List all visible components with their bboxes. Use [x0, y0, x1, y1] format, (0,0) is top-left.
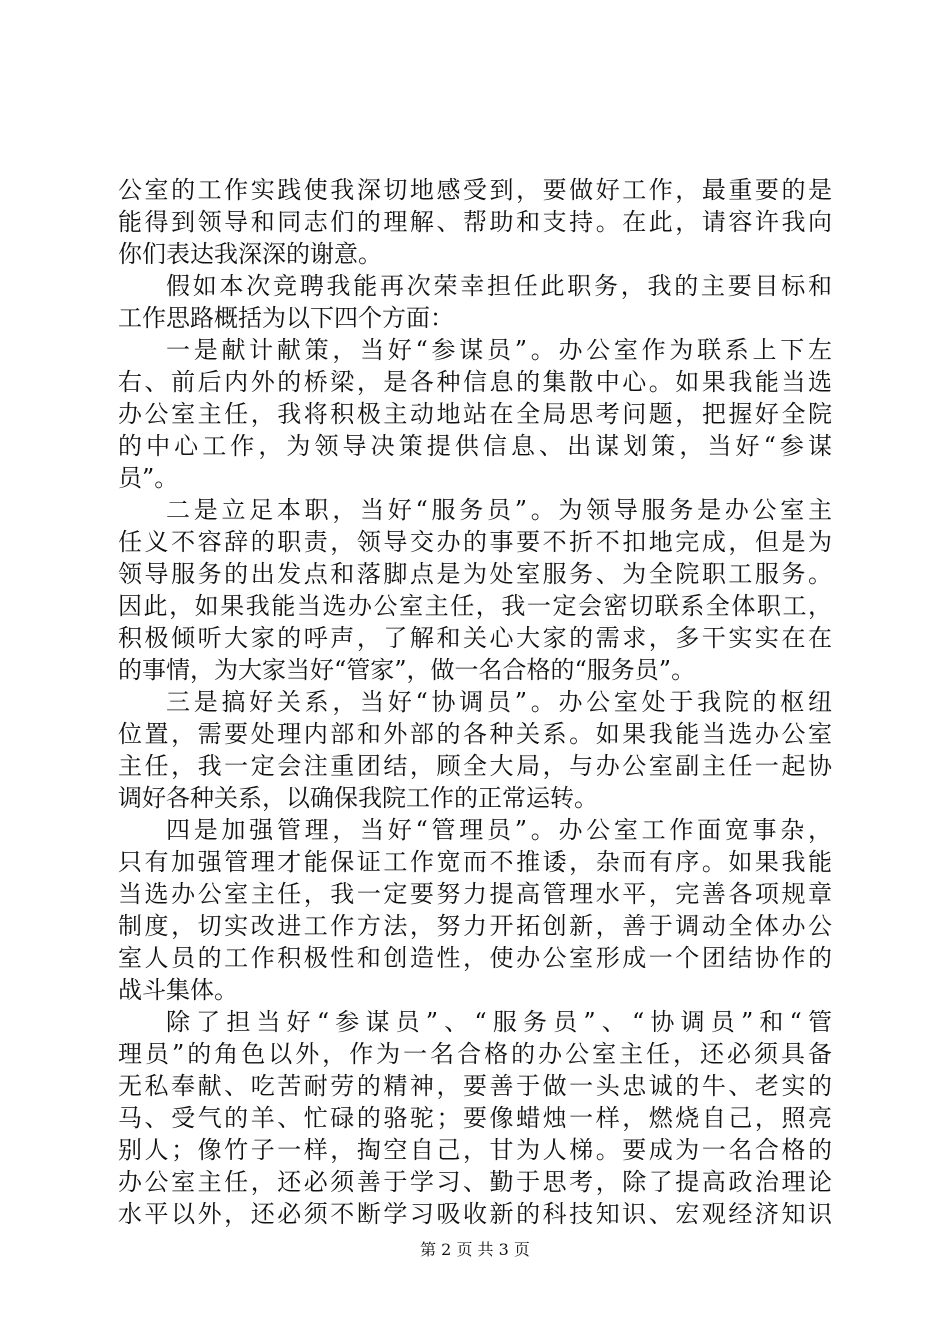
- text-line: 位置，需要处理内部和外部的各种关系。如果我能当选办公室: [118, 720, 832, 748]
- text-line: 除了担当好“参谋员”、“服务员”、“协调员”和“管: [166, 1008, 832, 1036]
- text-line: 一是献计献策，当好“参谋员”。办公室作为联系上下左: [166, 336, 832, 364]
- text-line: 积极倾听大家的呼声，了解和关心大家的需求，多干实实在在: [118, 624, 832, 652]
- text-line: 任义不容辞的职责，领导交办的事要不折不扣地完成，但是为: [118, 528, 832, 556]
- text-line: 无私奉献、吃苦耐劳的精神，要善于做一头忠诚的牛、老实的: [118, 1072, 832, 1100]
- text-line: 四是加强管理，当好“管理员”。办公室工作面宽事杂，: [166, 816, 832, 844]
- text-line: 室人员的工作积极性和创造性，使办公室形成一个团结协作的: [118, 944, 832, 972]
- document-body: [118, 174, 832, 1230]
- text-line: 别人；像竹子一样，掏空自己，甘为人梯。要成为一名合格的: [118, 1136, 832, 1164]
- text-line: 右、前后内外的桥梁，是各种信息的集散中心。如果我能当选: [118, 368, 832, 396]
- text-line: 办公室主任，我将积极主动地站在全局思考问题，把握好全院: [118, 400, 832, 428]
- text-line: 二是立足本职，当好“服务员”。为领导服务是办公室主: [166, 496, 832, 524]
- text-line: 公室的工作实践使我深切地感受到，要做好工作，最重要的是: [118, 176, 832, 204]
- text-line: 假如本次竞聘我能再次荣幸担任此职务，我的主要目标和: [166, 272, 832, 300]
- text-line: 主任，我一定会注重团结，顾全大局，与办公室副主任一起协: [118, 752, 832, 780]
- text-line: 水平以外，还必须不断学习吸收新的科技知识、宏观经济知识: [118, 1200, 832, 1228]
- text-line: 能得到领导和同志们的理解、帮助和支持。在此，请容许我向: [118, 208, 832, 236]
- text-line: 调好各种关系，以确保我院工作的正常运转。: [118, 784, 598, 812]
- text-line: 工作思路概括为以下四个方面：: [118, 304, 454, 332]
- text-line: 因此，如果我能当选办公室主任，我一定会密切联系全体职工，: [118, 592, 832, 620]
- text-line: 当选办公室主任，我一定要努力提高管理水平，完善各项规章: [118, 880, 832, 908]
- text-line: 办公室主任，还必须善于学习、勤于思考，除了提高政治理论: [118, 1168, 832, 1196]
- text-line: 三是搞好关系，当好“协调员”。办公室处于我院的枢纽: [166, 688, 832, 716]
- text-line: 制度，切实改进工作方法，努力开拓创新，善于调动全体办公: [118, 912, 832, 940]
- text-line: 的中心工作，为领导决策提供信息、出谋划策，当好“参谋: [118, 432, 832, 460]
- text-line: 只有加强管理才能保证工作宽而不推诿，杂而有序。如果我能: [118, 848, 832, 876]
- text-line: 员”。: [118, 464, 179, 492]
- text-line: 的事情，为大家当好“管家”，做一名合格的“服务员”。: [118, 656, 696, 684]
- text-line: 理员”的角色以外，作为一名合格的办公室主任，还必须具备: [118, 1040, 832, 1068]
- page-number-footer: 第 2 页 共 3 页: [420, 1240, 530, 1259]
- text-line: 你们表达我深深的谢意。: [118, 240, 382, 268]
- text-line: 领导服务的出发点和落脚点是为处室服务、为全院职工服务。: [118, 560, 832, 588]
- text-line: 马、受气的羊、忙碌的骆驼；要像蜡烛一样，燃烧自己，照亮: [118, 1104, 832, 1132]
- text-line: 战斗集体。: [118, 976, 238, 1004]
